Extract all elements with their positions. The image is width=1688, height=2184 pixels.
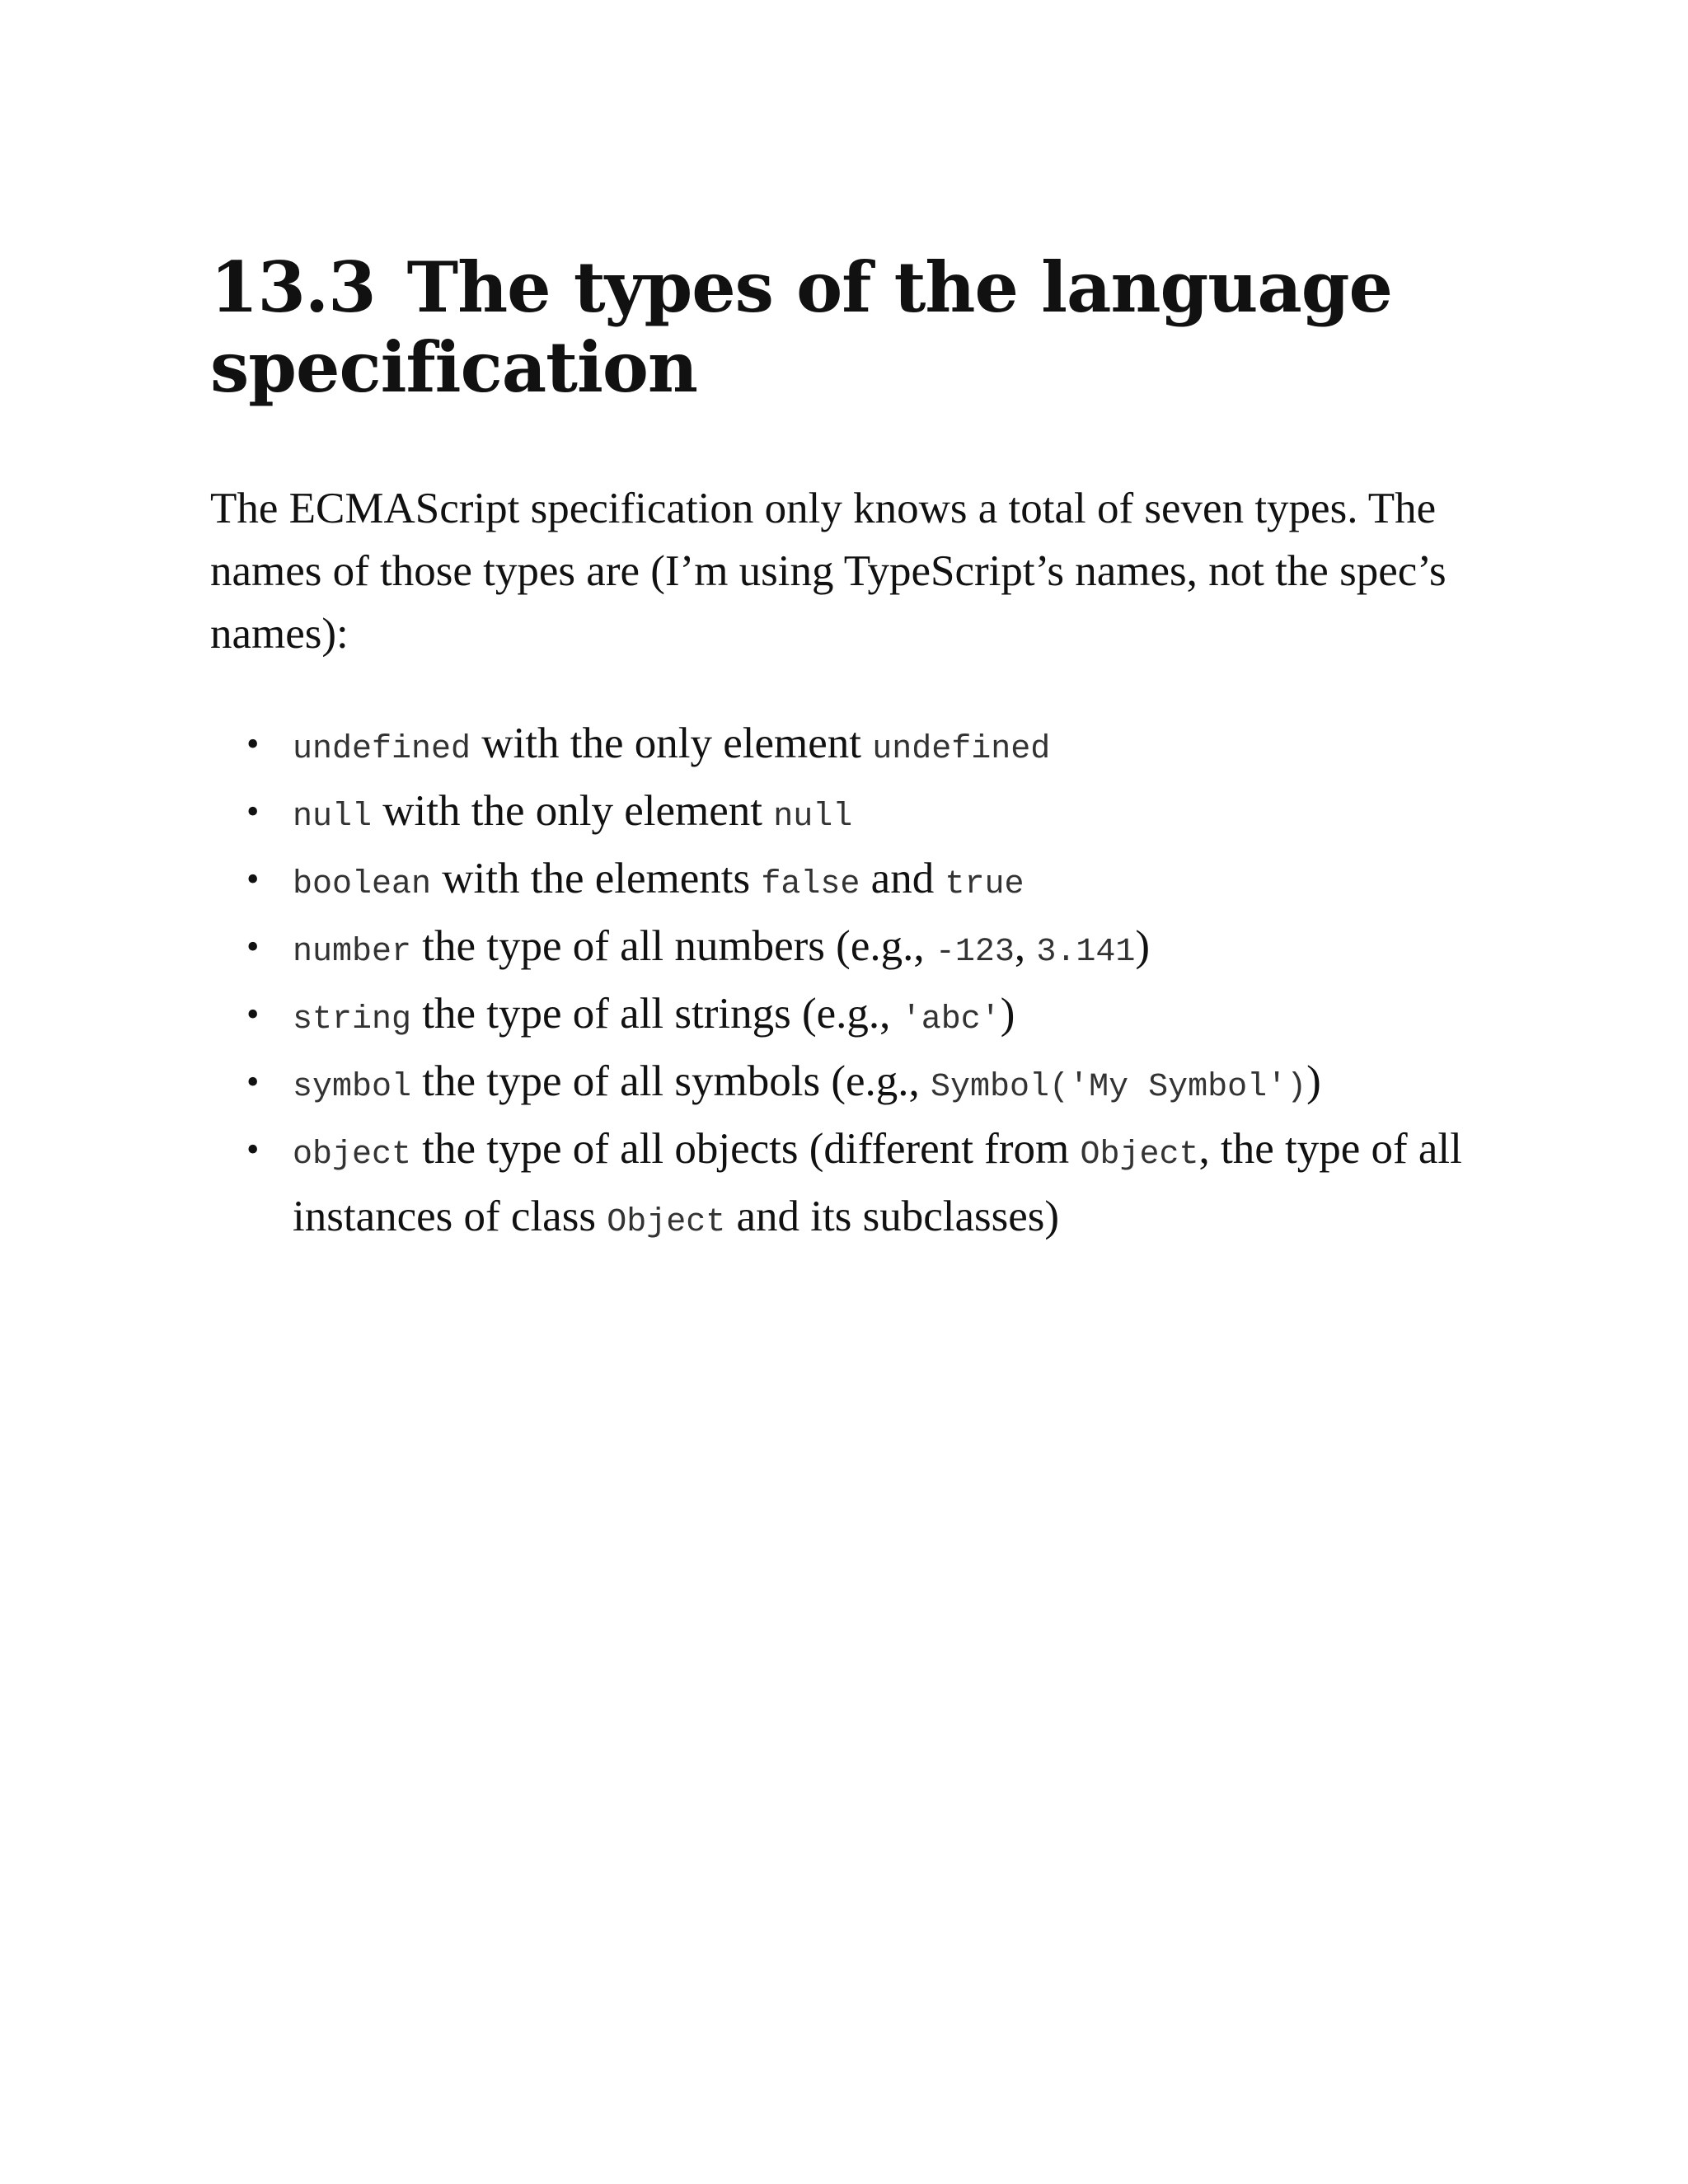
item-text: ) [1000,990,1015,1038]
list-item-number [246,916,1463,983]
inline-code: 'abc' [901,1001,1001,1038]
bullet: • [246,859,260,899]
inline-code: 3.141 [1036,934,1136,971]
inline-code: true [945,866,1025,903]
list-item-string [246,983,1463,1051]
item-text: with the elements [431,855,762,902]
list-item-null [246,780,1463,848]
section-title: The types of the language specification [210,246,1392,408]
inline-code: -123 [935,934,1015,971]
bullet: • [246,926,260,967]
list-item-symbol [246,1051,1463,1118]
item-text: the type of all objects (different from [411,1125,1081,1173]
type-name: number [293,934,412,971]
inline-code: undefined [872,731,1051,768]
list-item-object [246,1118,1463,1254]
list-item-undefined [246,713,1463,780]
types-list [210,713,1463,1254]
bullet: • [246,1062,260,1102]
bullet: • [246,724,260,764]
list-item-boolean [246,848,1463,916]
item-text: the type of all numbers (e.g., [411,922,935,970]
section-number: 13.3 [210,246,376,328]
item-text: and its subclasses) [725,1193,1060,1240]
type-name: null [293,799,373,836]
item-text: ) [1306,1057,1321,1105]
item-text: and [860,855,945,902]
type-name: undefined [293,731,471,768]
intro-paragraph: The ECMAScript specification only knows a total of seven types. The names of those types are (I’m using TypeScript’s names, not the spec’s names): [210,485,1447,658]
inline-code: Object [1080,1137,1199,1174]
type-name: symbol [293,1069,412,1106]
item-text: with the only element [372,787,774,835]
item-text: with the only element [471,719,873,767]
inline-code: Object [607,1204,726,1241]
inline-code: null [773,799,853,836]
inline-code: Symbol('My Symbol') [931,1069,1307,1106]
item-text: the type of all symbols (e.g., [411,1057,931,1105]
item-text: , the type of all instances of class [293,1125,1462,1240]
item-text: ) [1135,922,1151,970]
bullet: • [246,791,260,832]
type-name: object [293,1137,412,1174]
inline-code: false [761,866,860,903]
item-text: the type of all strings (e.g., [411,990,902,1038]
bullet: • [246,1129,260,1169]
type-name: string [293,1001,412,1038]
bullet: • [246,994,260,1034]
type-name: boolean [293,866,432,903]
document-page [210,247,1463,1254]
item-text: , [1014,922,1037,970]
section-heading [210,247,1463,407]
